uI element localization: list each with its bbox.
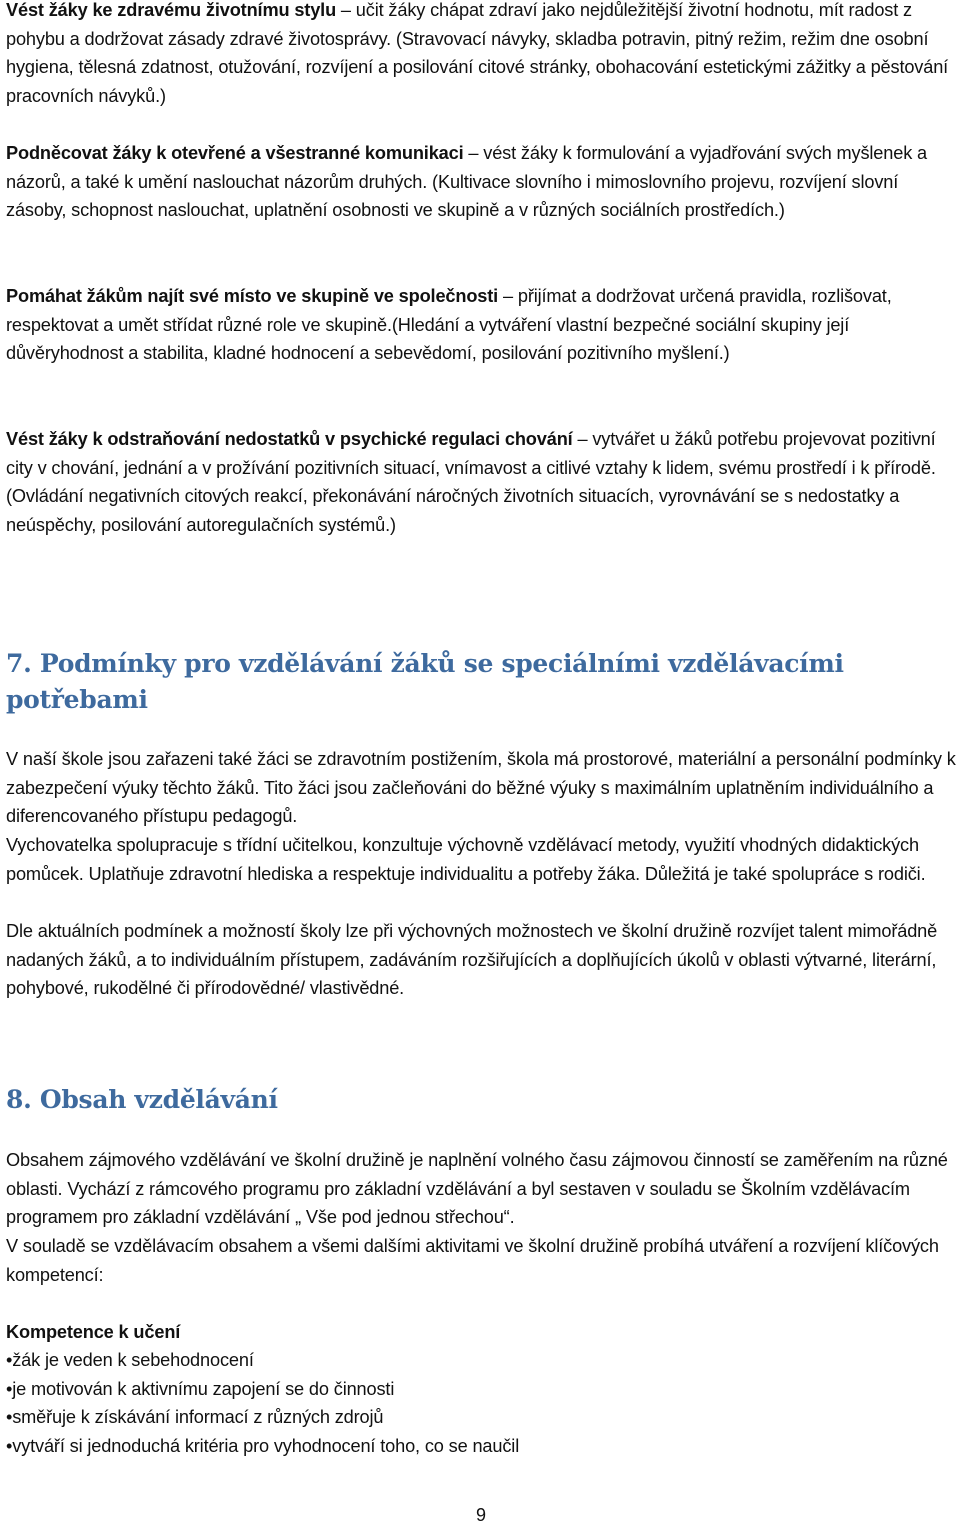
paragraph-communication [6,139,956,225]
paragraph-text: – učit žáky chápat zdraví jako nejdůležitější životní hodnotu, mít radost z pohybu a dodržovat zásady zdravé životosprávy. (Stravovací návyky, skladba potravin, pitný režim, režim dne osobní hygiena, tělesná zdatnost, otužování, rozvíjení a posilování citové stránky, obohacování estetickými zážitky a pěstování pracovních návyků.) [6,0,949,106]
competence-title: Kompetence k učení [6,1322,181,1342]
paragraph-lead: Vést žáky k odstraňování nedostatků v psychické regulaci chování [6,429,573,449]
paragraph-lead: Vést žáky ke zdravému životnímu stylu [6,0,337,20]
section-8-paragraph-2: V souladě se vzdělávacím obsahem a všemi dalšími aktivitami ve školní družině probíhá utváření a rozvíjení klíčových kompetencí: [6,1236,939,1285]
paragraph-lead: Podněcovat žáky k otevřené a všestranné komunikaci [6,143,464,163]
paragraph-group-place [6,282,956,368]
paragraph-text: – vytvářet u žáků potřebu projevovat pozitivní city v chování, jednání a v prožívání pozitivních situací, vnímavost a citlivé vztahy k lidem, svému prostředí i k přírodě. (Ovládání negativních citových reakcí, překonávání náročných životních situacích, vyrovnávání se s nedostatky a neúspěchy, posilování autoregulačních systémů.) [6,429,936,535]
section-7-paragraph-1: V naší škole jsou zařazeni také žáci se zdravotním postižením, škola má prostorové, materiální a personální podmínky k zabezpečení výuky těchto žáků. Tito žáci jsou začleňováni do běžné výuky s maximálním uplatněním individuálního a diferencovaného přístupu pedagogů. [6,749,956,827]
list-item: •je motivován k aktivnímu zapojení se do činnosti [6,1379,395,1399]
list-item: •vytváří si jednoduchá kritéria pro vyhodnocení toho, co se naučil [6,1436,520,1456]
section-7-paragraph-3: Dle aktuálních podmínek a možností školy lze při výchovných možnostech ve školní družině rozvíjet talent mimořádně nadaných žáků, a to individuálním přístupem, zadáváním rozšiřujících a doplňujících úkolů v oblasti výtvarné, literární, pohybové, rukodělné či přírodovědné/ vlastivědné. [6,921,938,999]
list-item: •žák je veden k sebehodnocení [6,1350,254,1370]
section-7-heading: 7. Podmínky pro vzdělávání žáků se speciálními vzdělávacími potřebami [6,649,844,714]
page-number: 9 [476,1505,487,1525]
paragraph-text: – vést žáky k formulování a vyjadřování svých myšlenek a názorů, a také k umění naslouchat názorům druhých. (Kultivace slovního i mimoslovního projevu, rozvíjení slovní zásoby, schopnost naslouchat, uplatnění osobnosti ve skupině a v různých sociálních prostředích.) [6,143,928,221]
section-8-heading: 8. Obsah vzdělávání [6,1085,278,1114]
section-8-paragraph-1: Obsahem zájmového vzdělávání ve školní družině je naplnění volného času zájmovou činností se zaměřením na různé oblasti. Vychází z rámcového programu pro základní vzdělávání a byl sestaven v souladu se Školním vzdělávacím programem pro základní vzdělávání „ Vše pod jednou střechou“. [6,1150,948,1228]
paragraph-behavior-regulation [6,425,956,539]
section-7-paragraph-2: Vychovatelka spolupracuje s třídní učitelkou, konzultuje výchovně vzdělávací metody, využití vhodných didaktických pomůcek. Uplatňuje zdravotní hlediska a respektuje individualitu a potřeby žáka. Důležitá je také spolupráce s rodiči. [6,835,926,884]
list-item: •směřuje k získávání informací z různých zdrojů [6,1407,384,1427]
paragraph-lead: Pomáhat žákům najít své místo ve skupině ve společnosti [6,286,499,306]
paragraph-healthy-lifestyle [6,0,956,110]
paragraph-text: – přijímat a dodržovat určená pravidla, rozlišovat, respektovat a umět střídat různé role ve skupině.(Hledání a vytváření vlastní bezpečné sociální skupiny její důvěryhodnost a stabilita, kladné hodnocení a sebevědomí, posilování pozitivního myšlení.) [6,286,892,364]
